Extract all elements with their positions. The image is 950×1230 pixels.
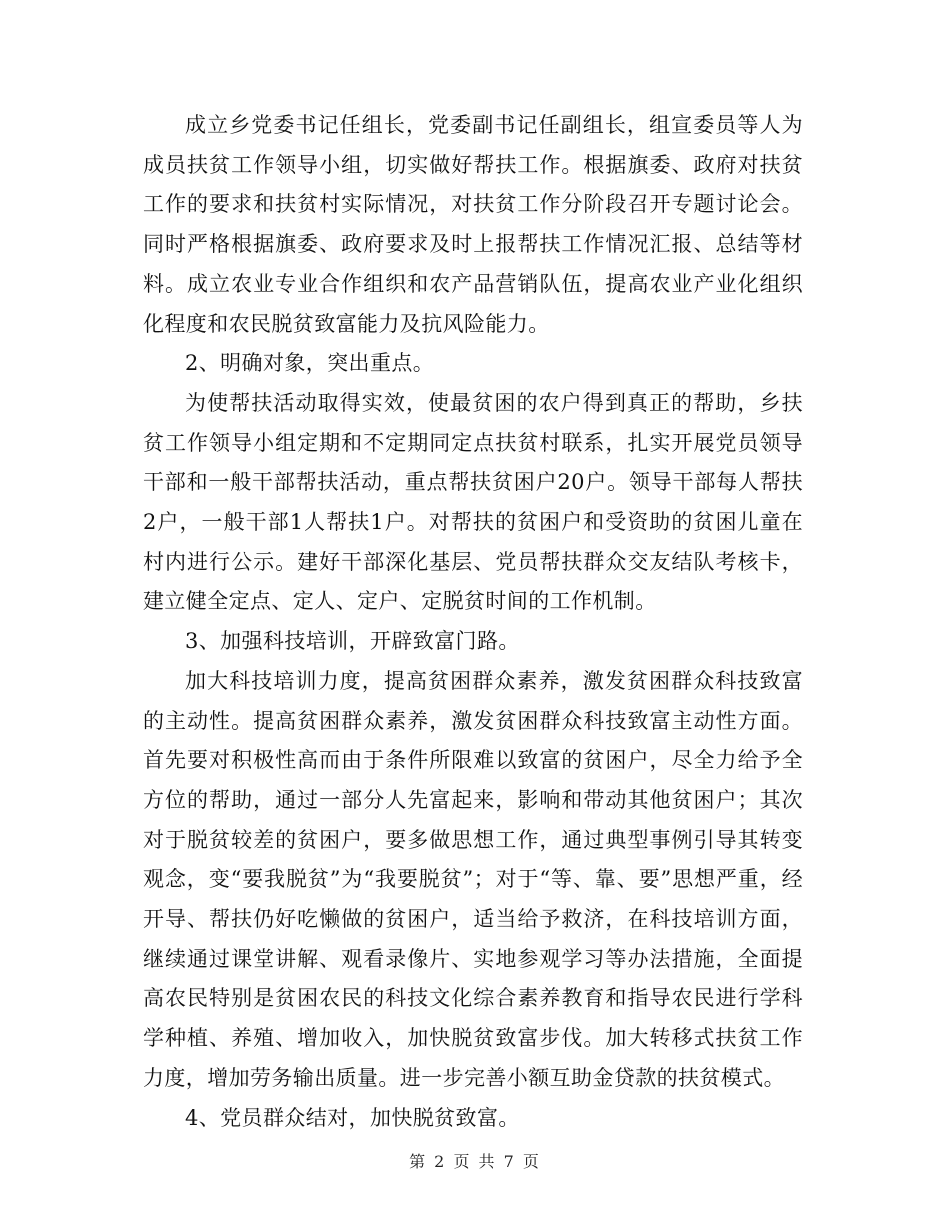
paragraph-tech-training: 加大科技培训力度，提高贫困群众素养，激发贫困群众科技致富的主动性。提高贫困群众素养，激发贫困群众科技致富主动性方面。首先要对积极性高而由于条件所限难以致富的贫困户，尽全力给予全方位的帮助，通过一部分人先富起来，影响和带动其他贫困户；其次对于脱贫较差的贫困户，要多做思想工作，通过典型事例引导其转变观念，变“要我脱贫”为“我要脱贫”；对于“等、靠、要”思想严重，经开导、帮扶仍好吃懒做的贫困户，适当给予救济，在科技培训方面，继续通过课堂讲解、观看录像片、实地参观学习等办法措施，全面提高农民特别是贫困农民的科技文化综合素养教育和指导农民进行学科学种植、养殖、增加收入，加快脱贫致富步伐。加大转移式扶贫工作力度，增加劳务输出质量。进一步完善小额互助金贷款的扶贫模式。 [143, 668, 803, 1090]
section-heading-4: 4、党员群众结对，加快脱贫致富。 [185, 1105, 520, 1130]
page-number-footer: 第 2 页 共 7 页 [409, 1152, 541, 1171]
paragraph-leadership-group: 成立乡党委书记任组长，党委副书记任副组长，组宣委员等人为成员扶贫工作领导小组，切实做好帮扶工作。根据旗委、政府对扶贫工作的要求和扶贫村实际情况，对扶贫工作分阶段召开专题讨论会。同时严格根据旗委、政府要求及时上报帮扶工作情况汇报、总结等材料。成立农业专业合作组织和农产品营销队伍，提高农业产业化组织化程度和农民脱贫致富能力及抗风险能力。 [143, 113, 803, 336]
section-heading-3: 3、加强科技培训，开辟致富门路。 [185, 629, 520, 654]
section-heading-2: 2、明确对象，突出重点。 [185, 351, 435, 376]
paragraph-targets: 为使帮扶活动取得实效，使最贫困的农户得到真正的帮助，乡扶贫工作领导小组定期和不定期同定点扶贫村联系，扎实开展党员领导干部和一般干部帮扶活动，重点帮扶贫困户20户。领导干部每人帮扶2户，一般干部1人帮扶1户。对帮扶的贫困户和受资助的贫困儿童在村内进行公示。建好干部深化基层、党员帮扶群众交友结队考核卡，建立健全定点、定人、定户、定脱贫时间的工作机制。 [143, 390, 803, 614]
document-body [143, 106, 803, 1138]
